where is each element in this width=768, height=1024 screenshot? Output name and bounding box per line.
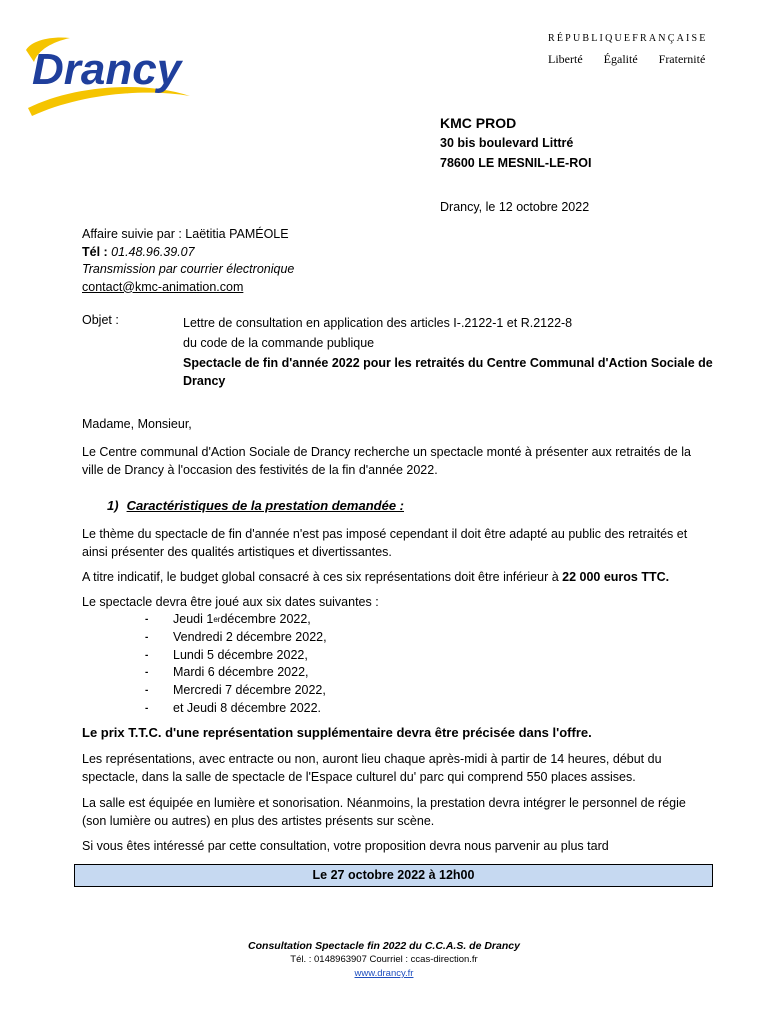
budget-text: A titre indicatif, le budget global consacré à ces six représentations doit être inférieur à xyxy=(82,570,563,584)
contact-person: Laëtitia PAMÉOLE xyxy=(185,227,289,241)
prix-paragraph: Le prix T.T.C. d'une représentation supplémentaire devra être précisée dans l'offre. xyxy=(82,725,592,740)
intro-text: Le Centre communal d'Action Sociale de Drancy recherche un spectacle monté à présenter aux retraités de la ville de Drancy à l'occasion des festivités de la fin d'année 2022. xyxy=(82,445,691,477)
budget-amount: 22 000 euros TTC. xyxy=(562,570,670,584)
intro-paragraph xyxy=(82,444,712,479)
dates-intro: Le spectacle devra être joué aux six dates suivantes : xyxy=(82,595,379,609)
date-sup: er xyxy=(213,615,221,624)
letter-date: Drancy, le 12 octobre 2022 xyxy=(440,200,590,214)
footer-link-wrap xyxy=(0,968,768,979)
contact-block xyxy=(82,226,294,296)
recipient-address-2: 78600 LE MESNIL-LE-ROI xyxy=(440,156,592,170)
section-1-heading xyxy=(107,498,404,513)
logo-text: Drancy xyxy=(32,45,182,94)
recipient-block xyxy=(440,113,591,173)
footer-website-link[interactable]: www.drancy.fr xyxy=(354,968,414,979)
date-item xyxy=(145,647,327,665)
date-text: Lundi 5 décembre 2022, xyxy=(173,647,308,662)
bullet: - xyxy=(145,649,149,661)
section-1-title: Caractéristiques de la prestation demandée : xyxy=(126,498,404,513)
budget-paragraph xyxy=(82,569,712,587)
bullet: - xyxy=(145,702,149,714)
date-item xyxy=(145,611,327,629)
objet-line-2: du code de la commande publique xyxy=(183,336,375,350)
recipient-name: KMC PROD xyxy=(440,115,517,131)
salle-paragraph: La salle est équipée en lumière et sonorisation. Néanmoins, la prestation devra intégrer le personnel de régie (son lumière ou autres) en plus des artistes présents sur scène. xyxy=(82,796,686,828)
deadline-box: Le 27 octobre 2022 à 12h00 xyxy=(74,864,713,887)
transmission-note: Transmission par courrier électronique xyxy=(82,262,295,276)
interest-paragraph: Si vous êtes intéressé par cette consultation, votre proposition devra nous parvenir au plus tard xyxy=(82,839,609,853)
date-item xyxy=(145,629,327,647)
bullet: - xyxy=(145,667,149,679)
motto-liberte: Liberté xyxy=(548,52,583,66)
objet-block xyxy=(183,313,723,390)
republique-motto xyxy=(548,52,723,67)
contact-email-link[interactable]: contact@kmc-animation.com xyxy=(82,279,244,294)
bullet: - xyxy=(145,685,149,697)
dates-list xyxy=(145,611,327,718)
footer-contact: Tél. : 0148963907 Courriel : ccas-direction.fr xyxy=(290,954,478,965)
bullet: - xyxy=(145,614,149,625)
recipient-address-1: 30 bis boulevard Littré xyxy=(440,136,574,150)
bullet: - xyxy=(145,631,149,643)
contact-label: Affaire suivie par : xyxy=(82,227,186,241)
theme-paragraph: Le thème du spectacle de fin d'année n'est pas imposé cependant il doit être adapté au public des retraités et ainsi présenter des qualités artistiques et divertissantes. xyxy=(82,527,688,559)
footer-title: Consultation Spectacle fin 2022 du C.C.A.S. de Drancy xyxy=(248,940,520,952)
salutation: Madame, Monsieur, xyxy=(82,417,192,431)
tel-label: Tél : xyxy=(82,244,112,259)
date-item xyxy=(145,700,327,718)
objet-line-3: Spectacle de fin d'année 2022 pour les retraités du Centre Communal d'Action Sociale de Drancy xyxy=(183,356,713,388)
date-text-post: décembre 2022, xyxy=(220,612,311,626)
objet-line-1: Lettre de consultation en application des articles I-.2122-1 et R.2122-8 xyxy=(183,316,573,330)
drancy-logo xyxy=(22,28,202,118)
objet-label: Objet : xyxy=(82,313,119,327)
date-text: Mardi 6 décembre 2022, xyxy=(173,665,309,680)
motto-fraternite: Fraternité xyxy=(658,52,706,66)
tel-number: 01.48.96.39.07 xyxy=(111,244,195,259)
date-item xyxy=(145,664,327,682)
date-item xyxy=(145,682,327,700)
date-text: et Jeudi 8 décembre 2022. xyxy=(173,700,322,715)
republique-title: RÉPUBLIQUEFRANÇAISE xyxy=(548,33,708,44)
section-1-number: 1) xyxy=(107,498,119,513)
date-text: Mercredi 7 décembre 2022, xyxy=(173,683,326,698)
date-text: Jeudi 1 xyxy=(173,612,214,626)
date-text: Vendredi 2 décembre 2022, xyxy=(173,629,327,644)
representations-paragraph: Les représentations, avec entracte ou non, auront lieu chaque après-midi à partir de 14 heures, début du spectacle, dans la salle de spectacle de l'Espace culturel du' parc qui comprend 550 places assises. xyxy=(82,752,662,784)
motto-egalite: Égalité xyxy=(603,52,638,66)
